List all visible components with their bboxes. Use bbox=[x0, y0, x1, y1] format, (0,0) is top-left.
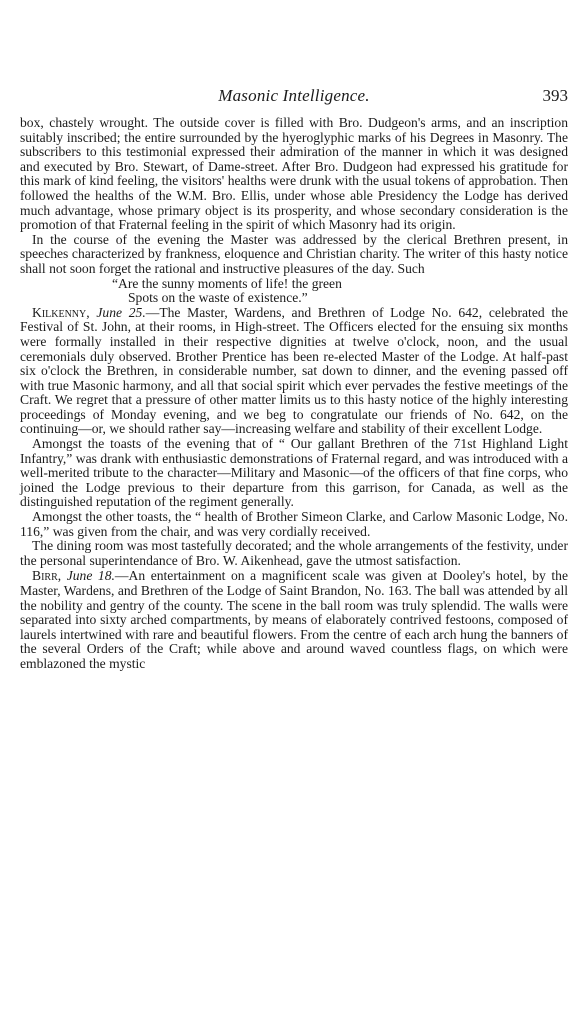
paragraph-testimonial bbox=[20, 116, 568, 233]
verse-line: Spots on the waste of existence.” bbox=[128, 290, 308, 306]
paragraph-text: —An entertainment on a magnificent scale was given at Dooley's hotel, by the Master, Wardens, and Brethren of the Lodge of Saint Brandon, No. 163. The ball was attended by all the nobility and gentry of the county. The scene in the ball room was truly splendid. The walls were separated into sixty arched compartments, by means of elaborately contrived festoons, composed of laurels intertwined with rare and beautiful flowers. From the centre of each arch hung the banners of the several Orders of the Craft; while above and around waved countless flags, on which were emblazoned the mystic bbox=[20, 568, 568, 671]
paragraph-toasts bbox=[20, 437, 568, 510]
paragraph-text: In the course of the evening the Master was addressed by the clerical Brethren present, in speeches characterized by frankness, eloquence and Christian charity. The writer of this hasty notice shall not soon forget the rational and instructive pleasures of the day. Such bbox=[20, 231, 568, 276]
book-page bbox=[20, 86, 568, 672]
paragraph-text: box, chastely wrought. The outside cover is filled with Bro. Dudgeon's arms, and an inscription suitably inscribed; the entire surrounded by the hyeroglyphic marks of his Degrees in Masonry. The subscribers to this testimonial expressed their admiration of the manner in which it was designed and executed by Bro. Stewart, of Dame-street. After Bro. Dudgeon had expressed his gratitude for this mark of kind feeling, the visitors' healths were drunk with the usual tokens of approbation. Then followed the healths of the W.M. Bro. Ellis, under whose able Presidency the Lodge has derived much advantage, whose primary object is its prosperity, and whose secondary consideration is the promotion of that Fraternal feeling in the spirit of which Masonry had its origin. bbox=[20, 115, 568, 233]
paragraph-dining-room bbox=[20, 539, 568, 568]
report-date: June 25. bbox=[96, 304, 146, 320]
place-name: Kilkenny, bbox=[32, 304, 90, 320]
paragraph-text: Amongst the other toasts, the “ health of Brother Simeon Clarke, and Carlow Masonic Lodge, No. 116,” was given from the chair, and was very cordially received. bbox=[20, 509, 568, 539]
paragraph-birr bbox=[20, 569, 568, 671]
paragraph-text: Amongst the toasts of the evening that of “ Our gallant Brethren of the 71st Highland Light Infantry,” was drank with enthusiastic demonstrations of Fraternal regard, and was introduced with a well-merited tribute to the character—Military and Masonic—of the officers of that fine corps, who joined the Lodge previous to their departure from this garrison, for Canada, as well as the distinguished reputation of the regiment generally. bbox=[20, 436, 568, 510]
place-name: Birr, bbox=[32, 568, 62, 584]
verse-line: “Are the sunny moments of life! the green bbox=[112, 275, 342, 291]
verse-quote bbox=[20, 277, 568, 306]
page-number: 393 bbox=[542, 86, 568, 105]
paragraph-text: —The Master, Wardens, and Brethren of Lodge No. 642, celebrated the Festival of St. John, at their rooms, in High-street. The Officers elected for the ensuing six months were formally installed in their respective dignities at twelve o'clock, noon, and the usual ceremonials duly observed. Brother Prentice has been re-elected Master of the Lodge. At half-past six o'clock the Brethren, in considerable number, sat down to dinner, and the evening passed off with true Masonic harmony, and all that social spirit which ever pervades the festive meetings of the Craft. We regret that a pressure of other matter limits us to this hasty notice of the highly interesting proceedings of Monday evening, and we beg to congratulate our friends of No. 642, on the continuing—or, we should rather say—increasing welfare and stability of their excellent Lodge. bbox=[20, 304, 568, 437]
paragraph-text: The dining room was most tastefully decorated; and the whole arrangements of the festivity, under the personal superintendance of Bro. W. Aikenhead, gave the utmost satisfaction. bbox=[20, 538, 568, 568]
paragraph-kilkenny bbox=[20, 306, 568, 437]
paragraph-other-toasts bbox=[20, 510, 568, 539]
running-head: Masonic Intelligence. bbox=[218, 86, 370, 105]
page-header bbox=[20, 86, 568, 116]
paragraph-clerical bbox=[20, 233, 568, 277]
report-date: June 18. bbox=[66, 568, 115, 584]
